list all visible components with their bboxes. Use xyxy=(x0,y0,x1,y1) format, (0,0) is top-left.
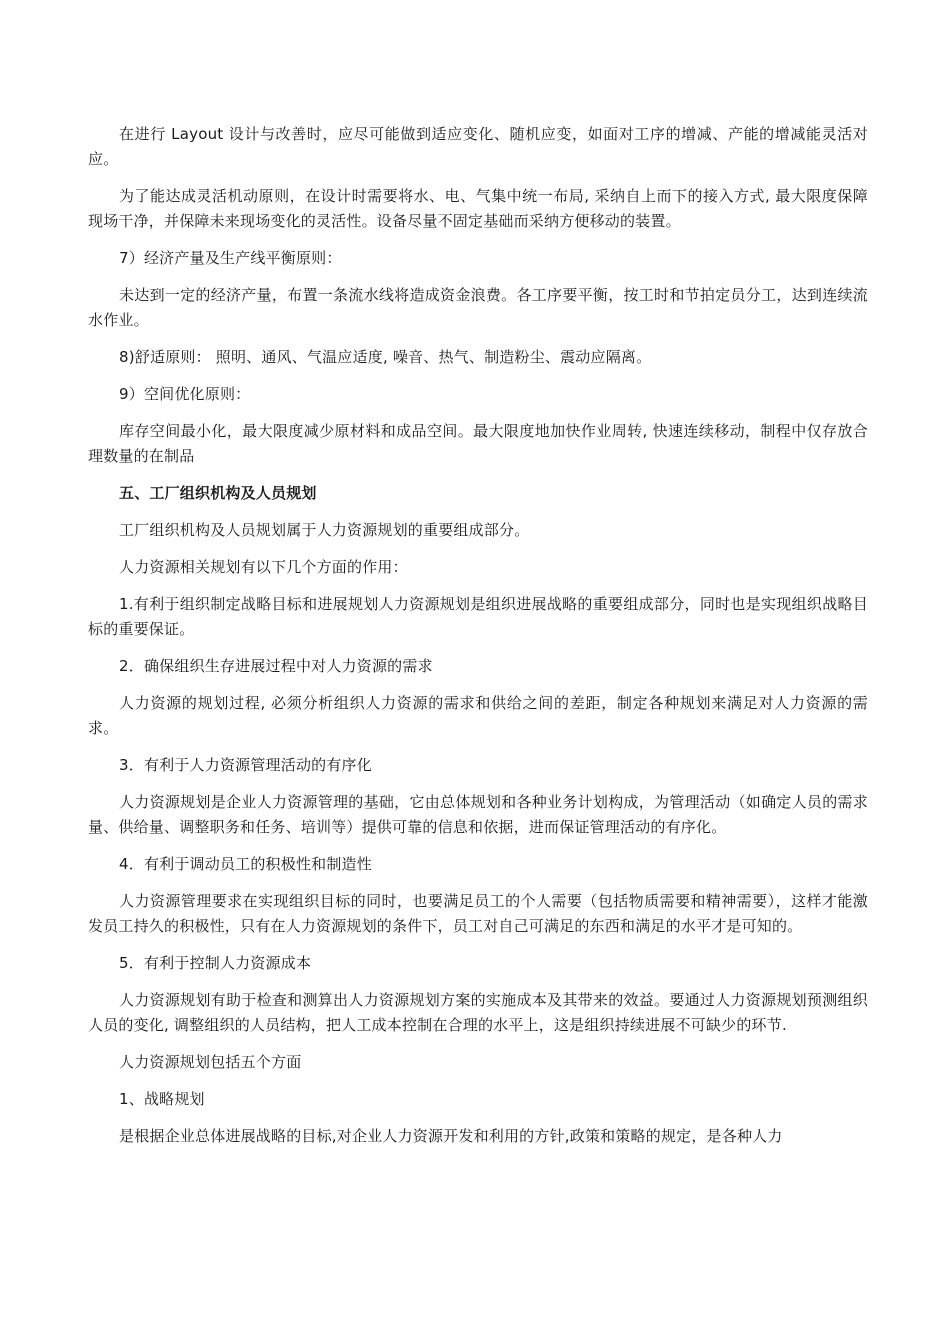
paragraph-layout-flexibility: 在进行 Layout 设计与改善时，应尽可能做到适应变化、随机应变，如面对工序的增减、产能的增减能灵活对应。 xyxy=(88,125,868,168)
paragraph-function-5: 人力资源规划有助于检查和测算出人力资源规划方案的实施成本及其带来的效益。要通过人力资源规划预测组织人员的变化, 调整组织的人员结构，把人工成本控制在合理的水平上，这是组织持续进展不可缺少的环节. xyxy=(88,991,868,1034)
paragraph-function-4-title: 4．有利于调动员工的积极性和制造性 xyxy=(119,855,372,873)
section-heading-organization: 五、工厂组织机构及人员规划 xyxy=(119,484,317,502)
paragraph-economic-principle-title: 7）经济产量及生产线平衡原则： xyxy=(119,249,342,267)
paragraph-economic-principle: 未达到一定的经济产量，布置一条流水线将造成资金浪费。各工序要平衡，按工时和节拍定员分工，达到连续流水作业。 xyxy=(88,286,868,329)
paragraph-function-3: 人力资源规划是企业人力资源管理的基础，它由总体规划和各种业务计划构成，为管理活动（如确定人员的需求量、供给量、调整职务和任务、培训等）提供可靠的信息和依据，进而保证管理活动的有序化。 xyxy=(88,793,868,836)
paragraph-comfort-principle: 8)舒适原则： 照明、通风、气温应适度, 噪音、热气、制造粉尘、震动应隔离。 xyxy=(119,348,652,366)
paragraph-function-1: 1.有利于组织制定战略目标和进展规划人力资源规划是组织进展战略的重要组成部分，同时也是实现组织战略目标的重要保证。 xyxy=(88,595,868,638)
paragraph-space-principle-title: 9）空间优化原则： xyxy=(119,385,251,403)
paragraph-hr-planning-intro: 工厂组织机构及人员规划属于人力资源规划的重要组成部分。 xyxy=(119,521,530,539)
paragraph-flexible-principle: 为了能达成灵活机动原则，在设计时需要将水、电、气集中统一布局, 采纳自上而下的接入方式, 最大限度保障现场干净，并保障未来现场变化的灵活性。设备尽量不固定基础而采纳方便移动的装置。 xyxy=(88,187,868,230)
paragraph-space-principle: 库存空间最小化，最大限度减少原材料和成品空间。最大限度地加快作业周转, 快速连续移动，制程中仅存放合理数量的在制品 xyxy=(88,422,868,465)
document-page xyxy=(88,122,868,1161)
paragraph-function-4: 人力资源管理要求在实现组织目标的同时，也要满足员工的个人需要（包括物质需要和精神需要），这样才能激发员工持久的积极性，只有在人力资源规划的条件下，员工对自己可满足的东西和满足的水平才是可知的。 xyxy=(88,892,868,935)
paragraph-function-2-title: 2．确保组织生存进展过程中对人力资源的需求 xyxy=(119,657,433,675)
paragraph-function-5-title: 5．有利于控制人力资源成本 xyxy=(119,954,312,972)
paragraph-function-2: 人力资源的规划过程, 必须分析组织人力资源的需求和供给之间的差距，制定各种规划来满足对人力资源的需求。 xyxy=(88,694,868,737)
paragraph-strategic-planning: 是根据企业总体进展战略的目标,对企业人力资源开发和利用的方针,政策和策略的规定，是各种人力 xyxy=(119,1127,783,1145)
paragraph-function-3-title: 3．有利于人力资源管理活动的有序化 xyxy=(119,756,372,774)
paragraph-hr-five-aspects: 人力资源规划包括五个方面 xyxy=(119,1053,302,1071)
paragraph-hr-functions-intro: 人力资源相关规划有以下几个方面的作用： xyxy=(119,558,408,576)
paragraph-strategic-planning-title: 1、战略规划 xyxy=(119,1090,205,1108)
